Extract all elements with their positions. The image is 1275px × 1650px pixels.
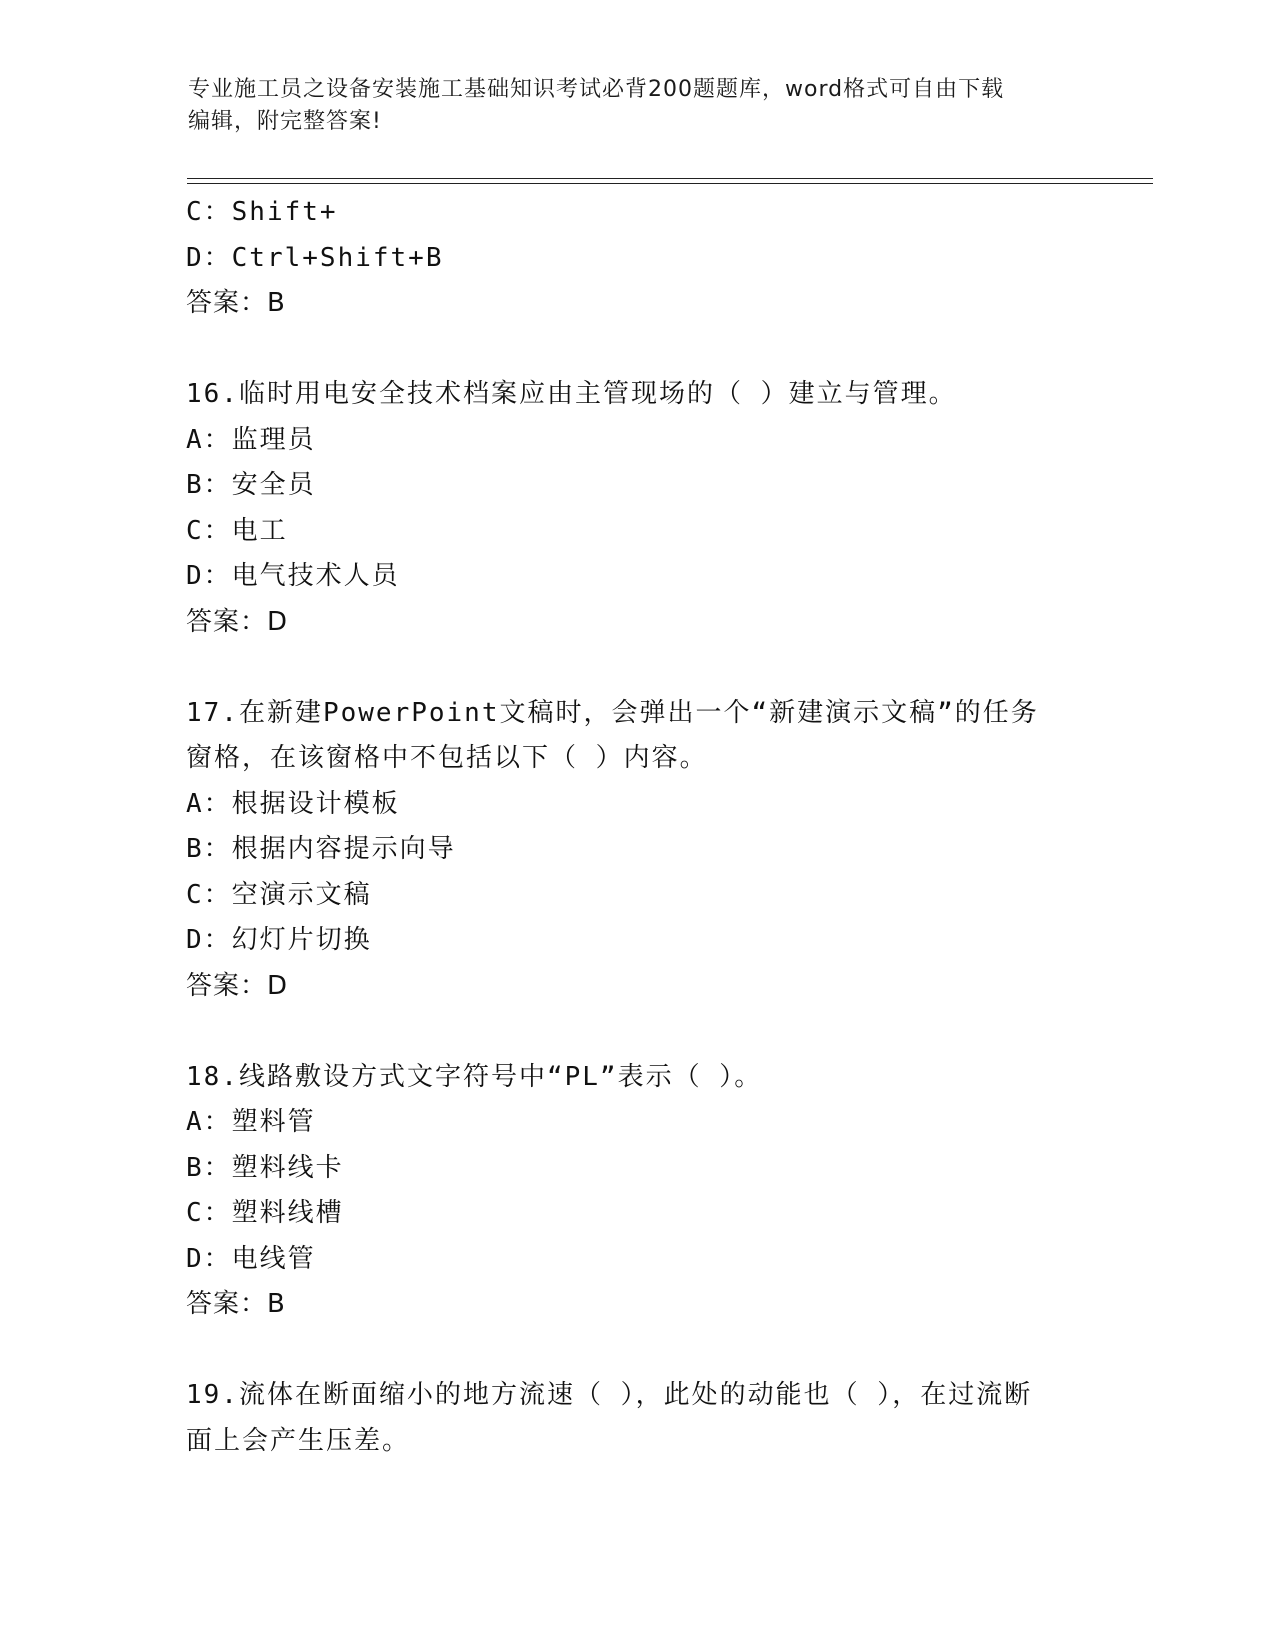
spacer	[186, 1328, 1086, 1374]
header-line-1: 专业施工员之设备安装施工基础知识考试必背200题题库，word格式可自由下载	[188, 77, 1005, 102]
spacer	[186, 327, 1086, 373]
q18-answer: 答案：B	[186, 1289, 286, 1319]
question-list	[186, 190, 1086, 1464]
document-header	[188, 74, 1068, 138]
q16-option-a: A：监理员	[186, 424, 316, 455]
header-line-2: 编辑，附完整答案!	[188, 109, 382, 134]
q16-option-c: C：电工	[186, 515, 288, 546]
q18-question: 18.线路敷设方式文字符号中“PL”表示（ ）。	[186, 1061, 763, 1092]
q16-question: 16.临时用电安全技术档案应由主管现场的（ ）建立与管理。	[186, 379, 957, 409]
q18-option-d: D：电线管	[186, 1243, 316, 1274]
q17-option-d: D：幻灯片切换	[186, 925, 372, 955]
q17-question-line-2: 窗格，在该窗格中不包括以下（ ）内容。	[186, 743, 708, 773]
spacer	[186, 1009, 1086, 1055]
q18-option-c: C：塑料线槽	[186, 1198, 344, 1228]
q19-question-line-1: 19.流体在断面缩小的地方流速（ ），此处的动能也（ ），在过流断	[186, 1380, 1033, 1410]
q16-option-d: D：电气技术人员	[186, 561, 400, 591]
q18-option-a: A：塑料管	[186, 1107, 316, 1137]
q15-option-d: D：Ctrl+Shift+B	[186, 242, 444, 273]
q16-answer: 答案：D	[186, 606, 289, 637]
q15-option-c: C：Shift+	[186, 197, 338, 227]
spacer	[186, 645, 1086, 691]
q15-answer: 答案：B	[186, 288, 286, 318]
q17-question-line-1: 17.在新建PowerPoint文稿时，会弹出一个“新建演示文稿”的任务	[186, 697, 1039, 728]
header-divider-top	[187, 178, 1153, 179]
q18-option-b: B：塑料线卡	[186, 1152, 344, 1183]
q17-option-c: C：空演示文稿	[186, 879, 372, 910]
q16-option-b: B：安全员	[186, 470, 316, 500]
q17-option-a: A：根据设计模板	[186, 788, 400, 819]
q19-question-line-2: 面上会产生压差。	[186, 1425, 411, 1456]
q17-answer: 答案：D	[186, 970, 289, 1001]
header-divider-bottom	[187, 183, 1153, 184]
q17-option-b: B：根据内容提示向导	[186, 834, 456, 864]
